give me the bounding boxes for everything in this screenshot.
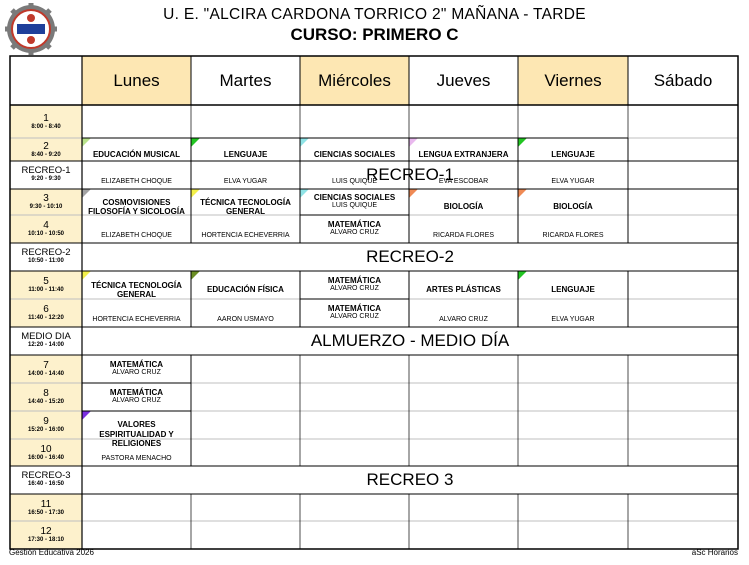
lesson-subject: CIENCIAS SOCIALES: [313, 149, 396, 159]
period-time: 10:50 - 11:00: [28, 258, 64, 264]
lesson-teacher: PASTORA MENACHO: [101, 455, 172, 462]
lesson-card[interactable]: [82, 411, 191, 466]
lesson-card[interactable]: [191, 189, 300, 243]
day-header: Miércoles: [300, 56, 409, 105]
subject-color-marker: [82, 138, 91, 147]
period-number: 6: [43, 304, 49, 315]
period-time: 12:20 - 14:00: [27, 342, 65, 348]
break-banner: RECREO 3: [366, 470, 454, 489]
course-title: CURSO: PRIMERO C: [290, 25, 459, 44]
period-cell: [10, 271, 82, 299]
day-header: Viernes: [518, 56, 628, 105]
period-number: 2: [43, 140, 49, 152]
subject-color-marker: [409, 138, 418, 147]
lesson-teacher: ELIZABETH CHOQUE: [101, 178, 172, 185]
period-cell: [10, 383, 82, 411]
period-number: 1: [43, 112, 49, 124]
period-time: 16:50 - 17:30: [27, 509, 65, 516]
subject-color-marker: [82, 271, 91, 280]
lesson-teacher: RICARDA FLORES: [432, 232, 495, 239]
period-time: 17:30 - 18:10: [27, 537, 65, 543]
lesson-teacher: LUIS QUIQUE: [331, 178, 378, 185]
period-cell: [10, 138, 82, 161]
lesson-subject: ARTES PLÁSTICAS: [426, 285, 501, 295]
lesson-teacher: AARON USMAYO: [217, 316, 274, 323]
period-time: 14:00 - 14:40: [27, 371, 65, 377]
period-cell: [10, 439, 82, 466]
lesson-card[interactable]: [300, 215, 409, 243]
subject-color-marker: [409, 189, 418, 198]
period-cell: [10, 521, 82, 549]
lesson-card[interactable]: [191, 271, 300, 327]
day-header: Sábado: [653, 70, 713, 90]
period-number: 5: [43, 276, 49, 287]
lesson-subject: LENGUA EXTRANJERA: [418, 149, 509, 159]
lesson-subject: LENGUAJE: [223, 149, 268, 159]
period-number: 12: [40, 526, 52, 537]
lesson-subject: TÉCNICA TECNOLOGÍA GENERAL: [200, 197, 291, 216]
footer-left: Gestión Educativa 2026: [9, 548, 94, 557]
period-time: 8:40 - 9:20: [31, 151, 61, 158]
lesson-subject: CIENCIAS SOCIALES: [313, 192, 396, 202]
day-header: Jueves: [436, 70, 491, 90]
period-name: RECREO-2: [21, 247, 71, 258]
period-time: 11:00 - 11:40: [28, 287, 64, 293]
lesson-card[interactable]: [191, 138, 300, 189]
break-banner: RECREO-1: [366, 165, 454, 184]
period-number: 9: [43, 416, 49, 427]
lesson-subject: MATEMÁTICA: [109, 387, 164, 397]
lesson-teacher: EVA ESCOBAR: [438, 178, 489, 185]
lesson-teacher: ELVA YUGAR: [551, 178, 595, 185]
period-name: RECREO-3: [21, 470, 71, 481]
subject-color-marker: [518, 189, 527, 198]
period-cell: [10, 189, 82, 215]
period-cell: [10, 299, 82, 327]
day-header: Lunes: [82, 56, 191, 105]
lesson-teacher: ALVARO CRUZ: [112, 369, 161, 377]
lesson-card[interactable]: [300, 299, 409, 327]
school-title: U. E. "ALCIRA CARDONA TORRICO 2" MAÑANA - TARDE: [163, 6, 586, 23]
lesson-subject: MATEMÁTICA: [327, 303, 382, 313]
period-time: 16:00 - 16:40: [27, 454, 65, 461]
lesson-card[interactable]: [518, 189, 628, 243]
subject-color-marker: [191, 271, 200, 280]
lesson-teacher: ALVARO CRUZ: [330, 229, 379, 237]
lesson-subject: EDUCACIÓN MUSICAL: [92, 149, 181, 159]
period-time: 8:00 - 8:40: [31, 123, 61, 130]
lesson-card[interactable]: [518, 138, 628, 189]
lesson-teacher: ELIZABETH CHOQUE: [101, 232, 172, 239]
lesson-subject: VALORES ESPIRITUALIDAD Y RELIGIONES: [99, 420, 174, 448]
period-cell: [10, 466, 82, 494]
period-time: 14:40 - 15:20: [27, 399, 65, 405]
period-time: 11:40 - 12:20: [28, 315, 64, 321]
lesson-card[interactable]: [82, 138, 191, 189]
period-number: 11: [40, 498, 52, 510]
lesson-teacher: HORTENCIA ECHEVERRIA: [201, 232, 290, 239]
lesson-teacher: ALVARO CRUZ: [330, 313, 379, 321]
lesson-teacher: LUIS QUIQUE: [331, 202, 378, 210]
lesson-card[interactable]: [300, 138, 409, 189]
period-name: RECREO-1: [21, 165, 71, 176]
lesson-card[interactable]: [82, 383, 191, 411]
subject-color-marker: [191, 138, 200, 147]
subject-color-marker: [300, 138, 309, 147]
period-cell: [10, 243, 82, 271]
break-banner: RECREO-2: [366, 247, 454, 266]
lesson-card[interactable]: [518, 271, 628, 327]
lesson-card[interactable]: [82, 271, 191, 327]
subject-color-marker: [191, 189, 200, 198]
period-time: 9:30 - 10:10: [29, 204, 63, 210]
lesson-card[interactable]: [300, 271, 409, 299]
period-time: 15:20 - 16:00: [27, 427, 65, 433]
period-time: 16:40 - 16:50: [27, 481, 65, 487]
day-header: Martes: [219, 70, 272, 90]
period-time: 10:10 - 10:50: [27, 231, 65, 237]
lesson-card[interactable]: [82, 189, 191, 243]
lesson-teacher: ALVARO CRUZ: [330, 285, 379, 293]
subject-color-marker: [300, 189, 309, 198]
period-cell: [10, 411, 82, 439]
lesson-teacher: RICARDA FLORES: [542, 232, 604, 239]
lesson-subject: TÉCNICA TECNOLOGÍA GENERAL: [91, 280, 182, 299]
lesson-card[interactable]: [409, 138, 518, 189]
lesson-teacher: ELVA YUGAR: [223, 178, 268, 185]
footer-right: aSc Horarios: [691, 548, 738, 557]
subject-color-marker: [518, 271, 527, 280]
lesson-subject: MATEMÁTICA: [109, 359, 164, 369]
subject-color-marker: [82, 189, 91, 198]
period-number: 4: [43, 220, 49, 231]
period-cell: [10, 327, 82, 355]
subject-color-marker: [518, 138, 527, 147]
lesson-teacher: ALVARO CRUZ: [439, 316, 488, 323]
period-cell: [10, 161, 82, 189]
lesson-subject: COSMOVISIONES FILOSOFÍA Y SICOLOGÍA: [88, 197, 185, 216]
lesson-subject: LENGUAJE: [551, 149, 595, 159]
period-cell: [10, 105, 82, 138]
break-banner: ALMUERZO - MEDIO DÍA: [310, 331, 510, 350]
lesson-card[interactable]: [409, 271, 518, 327]
period-number: 7: [43, 360, 49, 371]
period-name: MEDIO DIA: [21, 331, 71, 342]
lesson-subject: MATEMÁTICA: [327, 275, 382, 285]
period-cell: [10, 215, 82, 243]
lesson-subject: BIOLOGÍA: [443, 202, 484, 212]
subject-color-marker: [82, 411, 91, 420]
period-number: 3: [43, 193, 49, 204]
lesson-card[interactable]: [300, 189, 409, 215]
lesson-card[interactable]: [82, 355, 191, 383]
period-time: 9:20 - 9:30: [31, 176, 61, 182]
lesson-teacher: ALVARO CRUZ: [112, 397, 161, 405]
lesson-subject: BIOLOGÍA: [553, 202, 593, 212]
lesson-teacher: ELVA YUGAR: [551, 316, 595, 323]
period-number: 8: [43, 388, 49, 399]
period-cell: [10, 355, 82, 383]
lesson-subject: EDUCACIÓN FÍSICA: [207, 285, 284, 295]
period-cell: [10, 494, 82, 521]
period-number: 10: [40, 443, 52, 455]
lesson-teacher: HORTENCIA ECHEVERRIA: [92, 316, 181, 323]
lesson-card[interactable]: [409, 189, 518, 243]
lesson-subject: MATEMÁTICA: [327, 219, 382, 229]
lesson-subject: LENGUAJE: [551, 285, 595, 295]
